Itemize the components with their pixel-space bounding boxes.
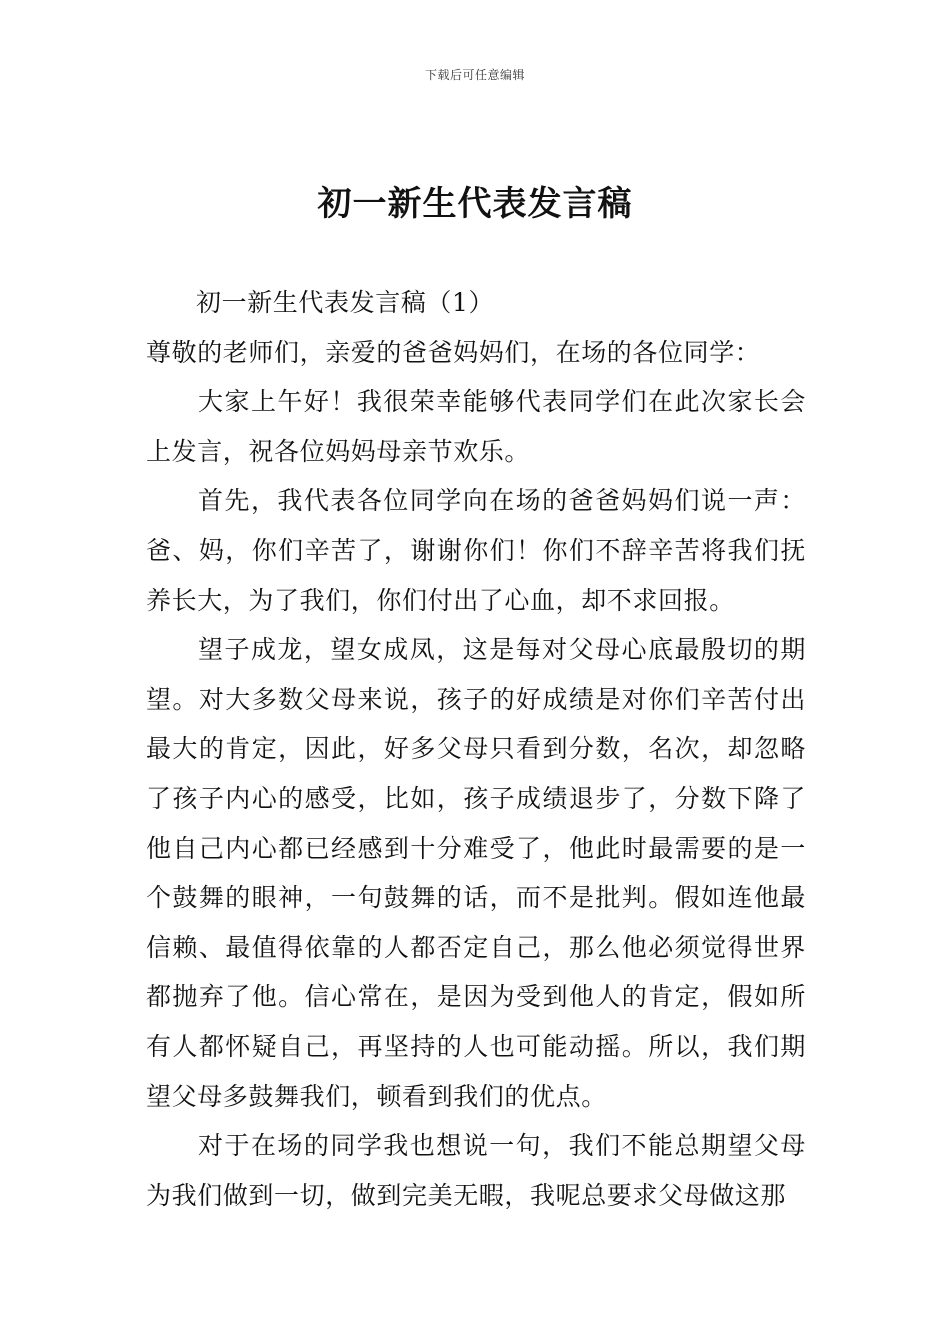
document-body [146,278,806,1220]
header-note: 下载后可任意编辑 [424,68,525,82]
section-subheading: 初一新生代表发言稿（1） [196,288,495,317]
paragraph-thanks: 首先，我代表各位同学向在场的爸爸妈妈们说一声：爸、妈，你们辛苦了，谢谢你们！你们不辞辛苦将我们抚养长大，为了我们，你们付出了心血，却不求回报。 [146,486,806,615]
paragraph-expectations: 望子成龙，望女成凤，这是每对父母心底最殷切的期望。对大多数父母来说，孩子的好成绩是对你们辛苦付出最大的肯定，因此，好多父母只看到分数，名次，却忽略了孩子内心的感受，比如，孩子成绩退步了，分数下降了他自己内心都已经感到十分难受了，他此时最需要的是一个鼓舞的眼神，一句鼓舞的话，而不是批判。假如连他最信赖、最值得依靠的人都否定自己，那么他必须觉得世界都抛弃了他。信心常在，是因为受到他人的肯定，假如所有人都怀疑自己，再坚持的人也可能动摇。所以，我们期望父母多鼓舞我们，顿看到我们的优点。 [146,635,806,1111]
paragraph-to-classmates: 对于在场的同学我也想说一句，我们不能总期望父母为我们做到一切，做到完美无暇，我呢总要求父母做这那 [146,1131,806,1210]
paragraph-greeting: 大家上午好！我很荣幸能够代表同学们在此次家长会上发言，祝各位妈妈母亲节欢乐。 [146,387,806,466]
salutation-line: 尊敬的老师们，亲爱的爸爸妈妈们，在场的各位同学： [146,337,761,367]
document-title: 初一新生代表发言稿 [317,184,633,224]
